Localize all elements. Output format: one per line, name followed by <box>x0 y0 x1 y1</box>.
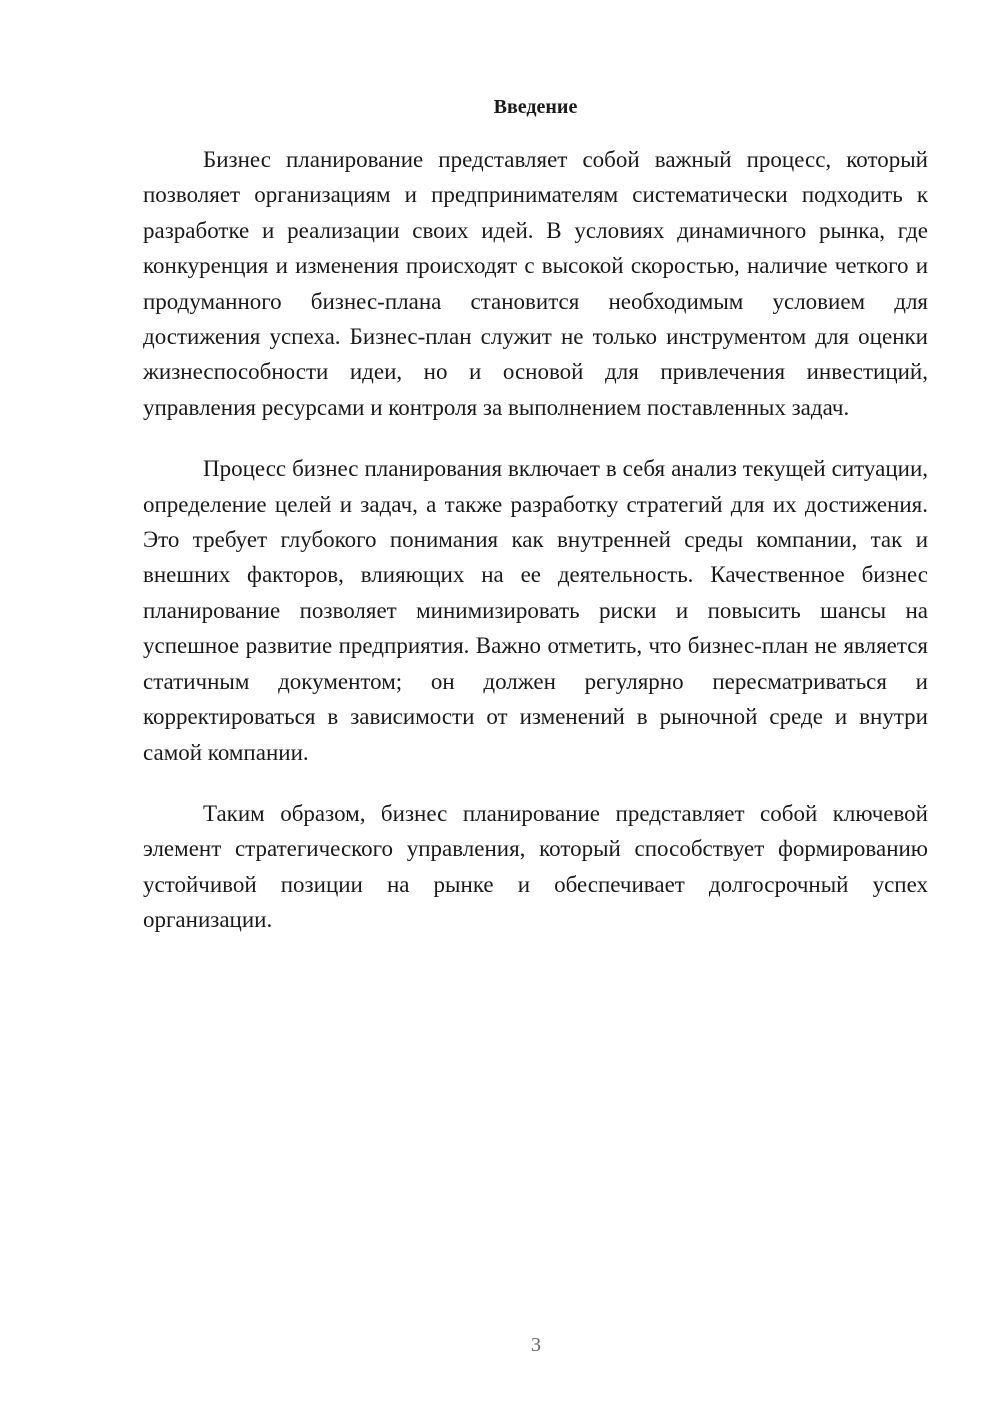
paragraph: Процесс бизнес планирования включает в себя анализ текущей ситуации, определение целей и задач, а также разработку стратегий для их достижения. Это требует глубокого понимания как внутренней среды компании, так и внешних факторов, влияющих на ее деятельность. Качественное бизнес планирование позволяет минимизировать риски и повысить шансы на успешное развитие предприятия. Важно отметить, что бизнес-план не является статичным документом; он должен регулярно пересматриваться и корректироваться в зависимости от изменений в рыночной среде и внутри самой компании. <box>143 456 928 765</box>
page-number: 3 <box>531 1334 541 1356</box>
document-body <box>143 142 928 964</box>
page-title: Введение <box>493 96 578 118</box>
paragraph: Бизнес планирование представляет собой важный процесс, который позволяет организациям и предпринимателям систематически подходить к разработке и реализации своих идей. В условиях динамичного рынка, где конкуренция и изменения происходят с высокой скоростью, наличие четкого и продуманного бизнес-плана становится необходимым условием для достижения успеха. Бизнес-план служит не только инструментом для оценки жизнеспособности идеи, но и основой для привлечения инвестиций, управления ресурсами и контроля за выполнением поставленных задач. <box>143 147 928 420</box>
paragraph: Таким образом, бизнес планирование представляет собой ключевой элемент стратегического управления, который способствует формированию устойчивой позиции на рынке и обеспечивает долгосрочный успех организации. <box>143 800 928 933</box>
